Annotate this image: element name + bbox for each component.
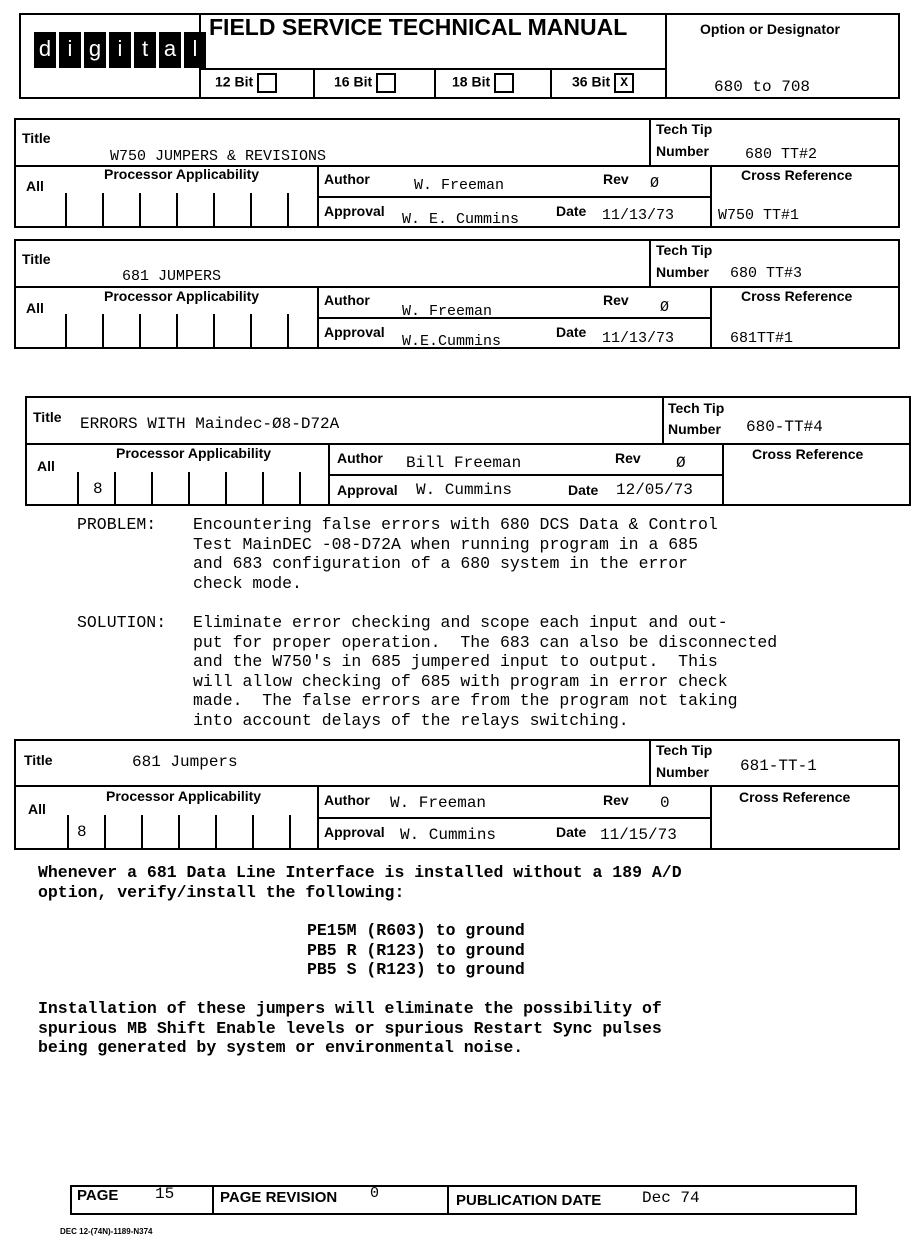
- tip-rev: Ø: [660, 299, 670, 316]
- tip-approval: W. Cummins: [416, 481, 513, 499]
- rev-label: Rev: [603, 171, 629, 187]
- all-label: All: [37, 458, 55, 474]
- tip-number: 680 TT#3: [730, 265, 803, 282]
- tip-all-value: 8: [93, 480, 103, 498]
- all-label: All: [26, 300, 44, 316]
- cross-reference-label: Cross Reference: [741, 167, 853, 183]
- tip-cross-reference: 681TT#1: [730, 330, 794, 347]
- tip-number: 681-TT-1: [740, 757, 817, 775]
- problem-label: PROBLEM:: [77, 515, 157, 534]
- solution-text: Eliminate error checking and scope each input and out- put for proper operation. The 683 can also be disconnected and the W750's in 685 jumpered input to output. This will allow checking of 685 with program in error check made. The false errors are from the program not taking into account delays of the relays switching.: [193, 613, 778, 730]
- processor-applicability-label: Processor Applicability: [116, 445, 272, 461]
- tip-title: W750 JUMPERS & REVISIONS: [110, 148, 327, 165]
- digital-logo: d i g i t a l: [34, 32, 206, 68]
- jumper-line: PB5 R (R123) to ground: [307, 941, 525, 960]
- processor-applicability-label: Processor Applicability: [104, 288, 260, 304]
- tech-tip-label: Tech Tip: [656, 121, 713, 137]
- rev-label: Rev: [603, 792, 629, 808]
- checkbox-12bit: [257, 73, 277, 93]
- jumper-line: PB5 S (R123) to ground: [307, 960, 525, 979]
- tip-date: 12/05/73: [616, 481, 693, 499]
- tip-author: W. Freeman: [402, 303, 493, 320]
- page-revision-value: 0: [370, 1185, 380, 1202]
- rev-label: Rev: [603, 292, 629, 308]
- date-label: Date: [556, 324, 587, 340]
- manual-title: FIELD SERVICE TECHNICAL MANUAL: [209, 14, 628, 40]
- tip-author: Bill Freeman: [406, 454, 522, 472]
- processor-ticks: [65, 193, 289, 227]
- tip-title: ERRORS WITH Maindec-Ø8-D72A: [80, 415, 340, 433]
- approval-label: Approval: [324, 824, 385, 840]
- all-label: All: [26, 178, 44, 194]
- tech-tip-label: Tech Tip: [668, 400, 725, 416]
- processor-ticks: [77, 472, 301, 506]
- bit-option-12: 12 Bit: [215, 73, 277, 93]
- date-label: Date: [568, 482, 599, 498]
- tip-cross-reference: W750 TT#1: [718, 207, 800, 224]
- title-label: Title: [33, 409, 62, 425]
- checkbox-36bit: X: [614, 73, 634, 93]
- tip-title: 681 Jumpers: [132, 753, 238, 771]
- number-label: Number: [668, 421, 721, 437]
- option-designator-value: 680 to 708: [714, 78, 811, 96]
- title-label: Title: [22, 251, 51, 267]
- tip-number: 680-TT#4: [746, 418, 823, 436]
- processor-applicability-label: Processor Applicability: [104, 166, 260, 182]
- page-label: PAGE: [77, 1187, 119, 1204]
- processor-applicability-label: Processor Applicability: [106, 788, 262, 804]
- number-label: Number: [656, 764, 709, 780]
- date-label: Date: [556, 203, 587, 219]
- jumper-line: PE15M (R603) to ground: [307, 921, 525, 940]
- tip-rev: Ø: [650, 175, 660, 192]
- approval-label: Approval: [337, 482, 398, 498]
- tip-date: 11/15/73: [600, 826, 677, 844]
- problem-text: Encountering false errors with 680 DCS Data & Control Test MainDEC -08-D72A when running program in a 685 and 683 configuration of a 680 system in the error check mode.: [193, 515, 718, 593]
- bit-option-16: 16 Bit: [334, 73, 396, 93]
- tip-approval: W. E. Cummins: [402, 211, 520, 228]
- jumpers-note: Installation of these jumpers will eliminate the possibility of spurious MB Shift Enable levels or spurious Restart Sync pulses being generated by system or environmental noise.: [38, 999, 662, 1058]
- approval-label: Approval: [324, 324, 385, 340]
- all-label: All: [28, 801, 46, 817]
- page-value: 15: [155, 1185, 175, 1203]
- processor-ticks: [65, 314, 289, 348]
- cross-reference-label: Cross Reference: [739, 789, 851, 805]
- approval-label: Approval: [324, 203, 385, 219]
- tip-all-value: 8: [77, 823, 87, 841]
- tip-author: W. Freeman: [390, 794, 487, 812]
- author-label: Author: [324, 292, 370, 308]
- page-revision-label: PAGE REVISION: [220, 1189, 338, 1206]
- author-label: Author: [324, 171, 370, 187]
- tech-tip-label: Tech Tip: [656, 742, 713, 758]
- publication-date-label: PUBLICATION DATE: [456, 1192, 602, 1209]
- publication-date-value: Dec 74: [642, 1189, 700, 1207]
- tip-rev: Ø: [676, 454, 686, 472]
- form-code: DEC 12-(74N)-1189-N374: [60, 1227, 153, 1236]
- tip-number: 680 TT#2: [745, 146, 818, 163]
- solution-label: SOLUTION:: [77, 613, 167, 632]
- cross-reference-label: Cross Reference: [752, 446, 864, 462]
- bit-option-18: 18 Bit: [452, 73, 514, 93]
- tip-date: 11/13/73: [602, 207, 675, 224]
- option-designator-label: Option or Designator: [700, 21, 840, 37]
- checkbox-16bit: [376, 73, 396, 93]
- tip-date: 11/13/73: [602, 330, 675, 347]
- author-label: Author: [324, 792, 370, 808]
- bit-option-36: 36 Bit X: [572, 73, 634, 93]
- author-label: Author: [337, 450, 383, 466]
- cross-reference-label: Cross Reference: [741, 288, 853, 304]
- title-label: Title: [22, 130, 51, 146]
- date-label: Date: [556, 824, 587, 840]
- tip-rev: 0: [660, 794, 670, 812]
- number-label: Number: [656, 264, 709, 280]
- title-label: Title: [24, 752, 53, 768]
- tech-tip-label: Tech Tip: [656, 242, 713, 258]
- processor-ticks: [67, 815, 291, 849]
- tip-title: 681 JUMPERS: [122, 268, 222, 285]
- tip-author: W. Freeman: [414, 177, 505, 194]
- rev-label: Rev: [615, 450, 641, 466]
- checkbox-18bit: [494, 73, 514, 93]
- tip-approval: W.E.Cummins: [402, 333, 502, 350]
- jumpers-intro: Whenever a 681 Data Line Interface is installed without a 189 A/D option, verify/install the following:: [38, 863, 682, 902]
- number-label: Number: [656, 143, 709, 159]
- tip-approval: W. Cummins: [400, 826, 497, 844]
